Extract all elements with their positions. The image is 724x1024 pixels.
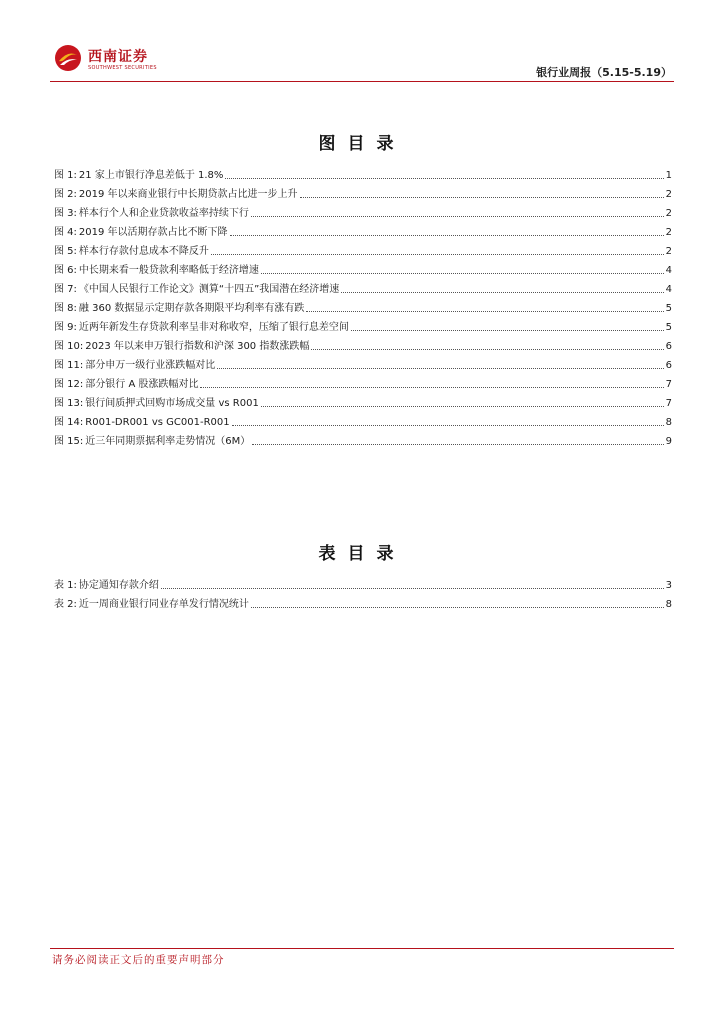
disclaimer-note: 请务必阅读正文后的重要声明部分 xyxy=(52,954,225,966)
toc-entry-page: 8 xyxy=(665,417,672,428)
toc-entry-page: 9 xyxy=(665,436,672,447)
toc-entry-page: 5 xyxy=(665,322,672,333)
toc-entry-page: 2 xyxy=(665,246,672,257)
toc-entry[interactable] xyxy=(54,353,672,372)
toc-entry[interactable] xyxy=(54,277,672,296)
figure-index-list xyxy=(54,163,672,448)
logo-emblem-icon xyxy=(54,44,82,72)
toc-dot-leader xyxy=(300,197,664,198)
toc-entry-number: 表 2: xyxy=(54,599,77,610)
toc-dot-leader xyxy=(211,254,664,255)
toc-dot-leader xyxy=(306,311,663,312)
logo-english-name: SOUTHWEST SECURITIES xyxy=(88,65,157,71)
toc-entry-number: 图 8: xyxy=(54,303,77,314)
toc-entry-page: 7 xyxy=(665,379,672,390)
toc-entry[interactable] xyxy=(54,315,672,334)
toc-entry[interactable] xyxy=(54,201,672,220)
toc-entry-page: 3 xyxy=(665,580,672,591)
toc-dot-leader xyxy=(230,235,664,236)
toc-entry[interactable] xyxy=(54,592,672,611)
toc-entry-page: 2 xyxy=(665,227,672,238)
toc-entry[interactable] xyxy=(54,391,672,410)
toc-entry-title: R001-DR001 vs GC001-R001 xyxy=(85,417,230,428)
toc-entry-number: 图 2: xyxy=(54,189,77,200)
toc-entry-page: 2 xyxy=(665,208,672,219)
toc-entry-number: 图 11: xyxy=(54,360,84,371)
toc-entry-number: 图 9: xyxy=(54,322,77,333)
toc-entry-number: 图 6: xyxy=(54,265,77,276)
toc-dot-leader xyxy=(261,406,664,407)
toc-entry-number: 图 14: xyxy=(54,417,84,428)
toc-dot-leader xyxy=(251,607,664,608)
toc-entry-title: 样本行个人和企业贷款收益率持续下行 xyxy=(78,208,249,219)
table-index-title: 表目录 xyxy=(318,544,406,564)
toc-entry-number: 图 1: xyxy=(54,170,77,181)
toc-entry-title: 近两年新发生存贷款利率呈非对称收窄，压缩了银行息差空间 xyxy=(78,322,349,333)
toc-entry-title: 部分申万一级行业涨跌幅对比 xyxy=(85,360,216,371)
toc-entry-title: 2023 年以来申万银行指数和沪深 300 指数涨跌幅 xyxy=(85,341,310,352)
toc-dot-leader xyxy=(261,273,664,274)
toc-entry-number: 图 10: xyxy=(54,341,84,352)
toc-entry-page: 5 xyxy=(665,303,672,314)
toc-entry-number: 图 7: xyxy=(54,284,77,295)
toc-entry-page: 2 xyxy=(665,189,672,200)
toc-entry[interactable] xyxy=(54,410,672,429)
toc-entry-page: 4 xyxy=(665,284,672,295)
page-header xyxy=(50,42,674,82)
toc-entry[interactable] xyxy=(54,334,672,353)
toc-entry-page: 4 xyxy=(665,265,672,276)
toc-dot-leader xyxy=(232,425,664,426)
toc-dot-leader xyxy=(217,368,663,369)
toc-dot-leader xyxy=(225,178,663,179)
toc-dot-leader xyxy=(311,349,663,350)
toc-entry-number: 图 3: xyxy=(54,208,77,219)
toc-dot-leader xyxy=(161,588,664,589)
toc-entry[interactable] xyxy=(54,372,672,391)
toc-entry-number: 图 15: xyxy=(54,436,84,447)
toc-entry-title: 中长期来看一般贷款利率略低于经济增速 xyxy=(78,265,259,276)
toc-entry-page: 6 xyxy=(665,360,672,371)
toc-entry-title: 近一周商业银行同业存单发行情况统计 xyxy=(78,599,249,610)
toc-entry-title: 2019 年以活期存款占比不断下降 xyxy=(78,227,228,238)
toc-entry[interactable] xyxy=(54,182,672,201)
toc-entry[interactable] xyxy=(54,220,672,239)
footer-divider xyxy=(50,948,674,949)
toc-entry-number: 图 5: xyxy=(54,246,77,257)
toc-entry-title: 协定通知存款介绍 xyxy=(78,580,159,591)
toc-entry[interactable] xyxy=(54,258,672,277)
toc-entry[interactable] xyxy=(54,163,672,182)
report-title: 银行业周报（5.15-5.19） xyxy=(536,66,672,79)
toc-entry[interactable] xyxy=(54,296,672,315)
toc-dot-leader xyxy=(351,330,664,331)
logo-chinese-name: 西南证券 xyxy=(88,49,148,65)
toc-entry-title: 部分银行 A 股涨跌幅对比 xyxy=(85,379,199,390)
toc-entry-title: 21 家上市银行净息差低于 1.8% xyxy=(78,170,224,181)
toc-entry-number: 图 12: xyxy=(54,379,84,390)
toc-entry-title: 融 360 数据显示定期存款各期限平均利率有涨有跌 xyxy=(78,303,305,314)
toc-entry-number: 图 13: xyxy=(54,398,84,409)
toc-entry[interactable] xyxy=(54,429,672,448)
header-divider xyxy=(50,81,674,82)
figure-index-title: 图目录 xyxy=(318,134,406,154)
toc-entry-title: 样本行存款付息成本不降反升 xyxy=(78,246,209,257)
toc-entry-number: 图 4: xyxy=(54,227,77,238)
company-logo xyxy=(50,42,160,76)
toc-dot-leader xyxy=(200,387,663,388)
toc-entry-title: 《中国人民银行工作论文》测算“十四五”我国潜在经济增速 xyxy=(78,284,340,295)
toc-entry[interactable] xyxy=(54,239,672,258)
toc-entry-title: 2019 年以来商业银行中长期贷款占比进一步上升 xyxy=(78,189,298,200)
table-index-list xyxy=(54,573,672,611)
toc-entry-page: 1 xyxy=(665,170,672,181)
toc-entry-page: 7 xyxy=(665,398,672,409)
toc-entry[interactable] xyxy=(54,573,672,592)
toc-entry-number: 表 1: xyxy=(54,580,77,591)
toc-entry-page: 8 xyxy=(665,599,672,610)
toc-dot-leader xyxy=(251,216,664,217)
toc-entry-page: 6 xyxy=(665,341,672,352)
toc-dot-leader xyxy=(252,444,663,445)
toc-entry-title: 银行间质押式回购市场成交量 vs R001 xyxy=(85,398,259,409)
toc-dot-leader xyxy=(341,292,663,293)
toc-entry-title: 近三年同期票据利率走势情况（6M） xyxy=(85,436,251,447)
